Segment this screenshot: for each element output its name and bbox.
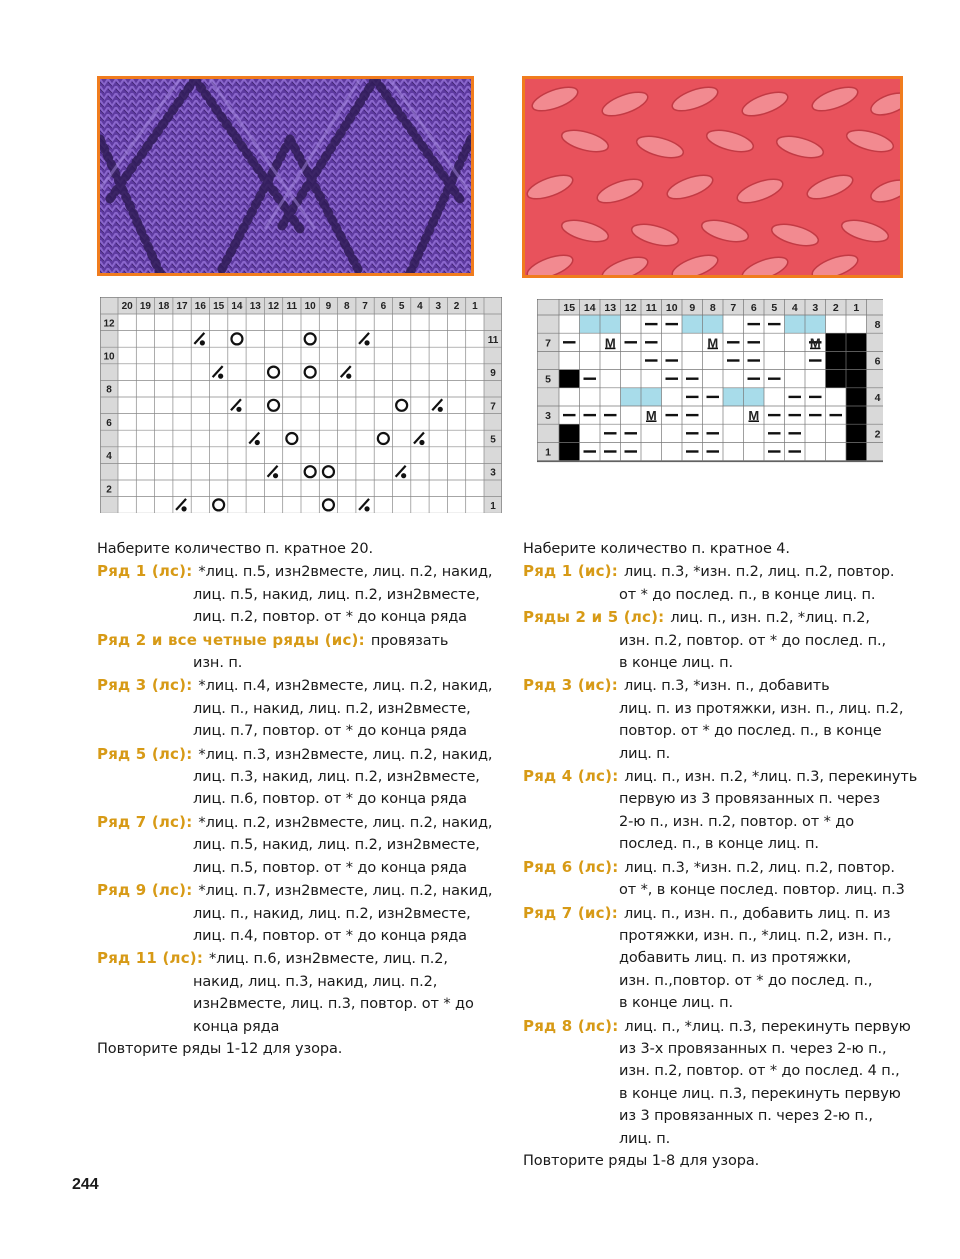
col-number: 6 — [380, 301, 387, 312]
p2tog-dot — [419, 440, 424, 445]
row-label: Ряды 2 и 5 (лс): — [523, 608, 665, 627]
row-text-cont: лиц. п.5, накид, лиц. п.2, изн2вместе, лиц. п.5, повтор. от * до конца ряда — [193, 837, 480, 876]
row-text-cont: протяжки, изн. п., *лиц. п.2, изн. п., добавить лиц. п. из протяжки, изн. п.,повтор. от * до послед. п., в конце лиц. п. — [619, 927, 892, 1012]
col-number: 9 — [325, 301, 332, 312]
row-text-cont: из 3-х провязанных п. через 2-ю п., изн. п.2, повтор. от * до послед. 4 п., в конце лиц. п.3, перекинуть первую из 3 провязанных п. через 2-ю п., лиц. п. — [619, 1040, 901, 1147]
row-text-cont: лиц. п., накид, лиц. п.2, изн2вместе, лиц. п.4, повтор. от * до конца ряда — [193, 905, 471, 944]
left-intro: Наберите количество п. кратное 20. — [97, 541, 374, 557]
texture-stitch-chart — [537, 299, 883, 464]
row-number: 8 — [106, 384, 112, 396]
col-number: 14 — [583, 302, 596, 314]
blue-cell — [641, 388, 662, 406]
p2tog-dot — [346, 374, 351, 379]
black-cell — [826, 333, 847, 351]
row-number: 9 — [490, 368, 496, 380]
black-cell — [846, 424, 867, 442]
col-number: 10 — [304, 301, 316, 312]
right-row-1 — [523, 560, 923, 606]
blue-cell — [785, 315, 806, 333]
row-text: лиц. п., изн. п.2, *лиц. п.3, перекинуть — [624, 769, 918, 786]
make-one-symbol: М — [809, 335, 821, 351]
col-number: 7 — [362, 301, 368, 312]
row-number: 5 — [490, 434, 496, 446]
p2tog-dot — [438, 407, 443, 412]
row-text-cont: первую из 3 провязанных п. через 2-ю п., изн. п.2, повтор. от * до послед. п., в конце лиц. п. — [619, 791, 880, 853]
row-label: Ряд 2 и все четные ряды (ис): — [97, 630, 365, 649]
row-text: лиц. п., *лиц. п.3, перекинуть первую — [624, 1018, 911, 1035]
row-label: Ряд 7 (лс): — [97, 812, 193, 831]
left-row-3 — [97, 674, 497, 742]
black-cell — [846, 442, 867, 460]
col-number: 9 — [689, 302, 696, 314]
row-text: *лиц. п.6, изн2вместе, лиц. п.2, — [209, 951, 448, 968]
row-text-cont: от *, в конце послед. повтор. лиц. п.3 — [619, 882, 905, 899]
col-number: 5 — [771, 302, 778, 314]
row-label: Ряд 1 (лс): — [97, 562, 193, 581]
black-cell — [846, 388, 867, 406]
black-cell — [846, 406, 867, 424]
row-label: Ряд 3 (ис): — [523, 676, 618, 695]
blue-cell — [805, 315, 826, 333]
row-number: 3 — [490, 467, 496, 479]
black-cell — [846, 333, 867, 351]
left-row-2 — [97, 629, 497, 675]
blue-cell — [744, 388, 765, 406]
row-number: 4 — [106, 451, 112, 463]
right-instructions — [523, 538, 923, 1172]
col-number: 3 — [812, 302, 819, 314]
row-label: Ряд 5 (лс): — [97, 744, 193, 763]
black-cell — [846, 370, 867, 388]
right-row-4 — [523, 765, 923, 856]
col-number: 13 — [604, 302, 617, 314]
left-row-7 — [97, 811, 497, 879]
make-one-symbol: М — [604, 335, 616, 351]
left-outro: Повторите ряды 1-12 для узора. — [97, 1040, 343, 1057]
row-text: провязать — [370, 632, 449, 649]
row-text: *лиц. п.2, изн2вместе, лиц. п.2, накид, — [198, 814, 493, 831]
right-outro: Повторите ряды 1-8 для узора. — [523, 1152, 760, 1169]
left-row-11 — [97, 947, 497, 1038]
row-number: 4 — [874, 391, 881, 404]
row-label: Ряд 1 (ис): — [523, 562, 618, 581]
col-number: 5 — [398, 301, 405, 312]
row-label: Ряд 9 (лс): — [97, 881, 193, 900]
left-instructions — [97, 538, 497, 1060]
blue-cell — [703, 315, 724, 333]
col-number: 18 — [158, 301, 170, 312]
col-number: 4 — [791, 302, 798, 314]
row-number: 6 — [874, 355, 881, 368]
p2tog-dot — [364, 340, 369, 345]
col-number: 17 — [176, 301, 188, 312]
left-row-9 — [97, 879, 497, 947]
p2tog-dot — [364, 506, 369, 511]
p2tog-dot — [236, 407, 241, 412]
col-number: 11 — [286, 301, 298, 312]
col-number: 10 — [665, 302, 678, 314]
col-number: 19 — [139, 301, 152, 312]
p2tog-dot — [401, 473, 406, 478]
col-number: 1 — [472, 301, 478, 312]
row-number: 2 — [874, 428, 881, 441]
right-row-7 — [523, 902, 923, 1015]
row-text-cont: от * до послед. п., в конце лиц. п. — [619, 586, 876, 603]
col-number: 7 — [730, 302, 737, 314]
row-label: Ряд 6 (лс): — [523, 857, 619, 876]
row-text: лиц. п.3, *изн. п.2, лиц. п.2, повтор. — [624, 859, 895, 876]
row-text: *лиц. п.4, изн2вместе, лиц. п.2, накид, — [198, 678, 493, 695]
row-number: 11 — [487, 334, 499, 346]
row-number: 10 — [103, 351, 115, 363]
black-cell — [559, 424, 580, 442]
p2tog-dot — [200, 340, 205, 345]
right-row-8 — [523, 1015, 923, 1150]
col-number: 8 — [343, 301, 350, 312]
col-number: 11 — [645, 302, 657, 314]
texture-chart-svg — [537, 299, 883, 464]
purple-lace-swatch-photo — [97, 76, 474, 276]
col-number: 13 — [249, 301, 261, 312]
col-number: 12 — [267, 301, 280, 312]
row-text-cont: изн. п.2, повтор. от * до послед. п., в конце лиц. п. — [619, 632, 887, 672]
blue-cell — [621, 388, 642, 406]
blue-cell — [580, 315, 601, 333]
col-number: 15 — [213, 301, 225, 312]
black-cell — [846, 351, 867, 369]
row-label: Ряд 3 (лс): — [97, 676, 193, 695]
row-text-cont: изн. п. — [193, 655, 243, 672]
row-text: лиц. п.3, *изн. п.2, лиц. п.2, повтор. — [623, 564, 895, 581]
make-one-symbol: М — [748, 408, 760, 424]
row-text-cont: лиц. п.5, накид, лиц. п.2, изн2вместе, лиц. п.2, повтор. от * до конца ряда — [193, 586, 480, 626]
make-one-symbol: М — [645, 408, 657, 424]
row-text: *лиц. п.5, изн2вместе, лиц. п.2, накид, — [198, 564, 493, 581]
black-cell — [826, 370, 847, 388]
row-number: 5 — [545, 373, 551, 386]
p2tog-dot — [255, 440, 260, 445]
row-number: 1 — [490, 500, 496, 512]
row-label: Ряд 11 (лс): — [97, 949, 204, 968]
row-number: 3 — [545, 410, 551, 423]
row-label: Ряд 8 (лс): — [523, 1016, 619, 1035]
col-number: 2 — [832, 302, 839, 314]
black-cell — [826, 351, 847, 369]
right-row-2-5 — [523, 606, 923, 674]
lace-stitch-chart — [100, 297, 502, 513]
right-row-3 — [523, 674, 923, 765]
col-number: 1 — [853, 302, 860, 314]
row-text-cont: лиц. п. из протяжки, изн. п., лиц. п.2, повтор. от * до послед. п., в конце лиц. п. — [619, 700, 904, 762]
row-number: 7 — [490, 401, 496, 413]
col-number: 6 — [750, 302, 757, 314]
row-number: 8 — [874, 319, 881, 332]
row-text: лиц. п., изн. п., добавить лиц. п. из — [623, 905, 891, 922]
black-cell — [559, 370, 580, 388]
col-number: 12 — [624, 302, 637, 314]
right-intro: Наберите количество п. кратное 4. — [523, 541, 790, 557]
col-number: 16 — [194, 301, 206, 312]
row-number: 1 — [545, 446, 551, 459]
blue-cell — [723, 388, 744, 406]
lace-chart-svg — [100, 297, 502, 513]
row-number: 12 — [103, 318, 115, 330]
row-text-cont: лиц. п.3, накид, лиц. п.2, изн2вместе, лиц. п.6, повтор. от * до конца ряда — [193, 769, 480, 808]
row-text: *лиц. п.7, изн2вместе, лиц. п.2, накид, — [198, 883, 493, 900]
row-number: 2 — [106, 484, 112, 496]
blue-cell — [682, 315, 703, 333]
row-text: *лиц. п.3, изн2вместе, лиц. п.2, накид, — [198, 746, 493, 763]
blue-cell — [600, 315, 621, 333]
black-cell — [559, 442, 580, 460]
row-label: Ряд 4 (лс): — [523, 767, 619, 786]
row-number: 7 — [545, 337, 551, 350]
p2tog-dot — [273, 473, 278, 478]
make-one-symbol: М — [707, 335, 719, 351]
col-number: 14 — [231, 301, 243, 312]
row-text: лиц. п.3, *изн. п., добавить — [623, 678, 830, 695]
col-number: 15 — [563, 302, 576, 314]
col-number: 2 — [453, 301, 460, 312]
col-number: 4 — [417, 301, 423, 312]
row-text-cont: накид, лиц. п.3, накид, лиц. п.2, изн2вместе, лиц. п.3, повтор. от * до конца ряда — [193, 973, 474, 1035]
left-row-5 — [97, 743, 497, 811]
row-label: Ряд 7 (ис): — [523, 903, 618, 922]
row-text: лиц. п., изн. п.2, *лиц. п.2, — [670, 610, 870, 627]
col-number: 8 — [709, 302, 716, 314]
pink-texture-swatch-photo — [522, 76, 903, 278]
p2tog-dot — [218, 374, 223, 379]
left-row-1 — [97, 560, 497, 628]
col-number: 3 — [435, 301, 442, 312]
page-number: 244 — [72, 1176, 99, 1193]
p2tog-dot — [181, 506, 186, 511]
row-number: 6 — [106, 417, 112, 429]
right-row-6 — [523, 856, 923, 902]
row-text-cont: лиц. п., накид, лиц. п.2, изн2вместе, лиц. п.7, повтор. от * до конца ряда — [193, 700, 471, 740]
col-number: 20 — [121, 301, 133, 312]
